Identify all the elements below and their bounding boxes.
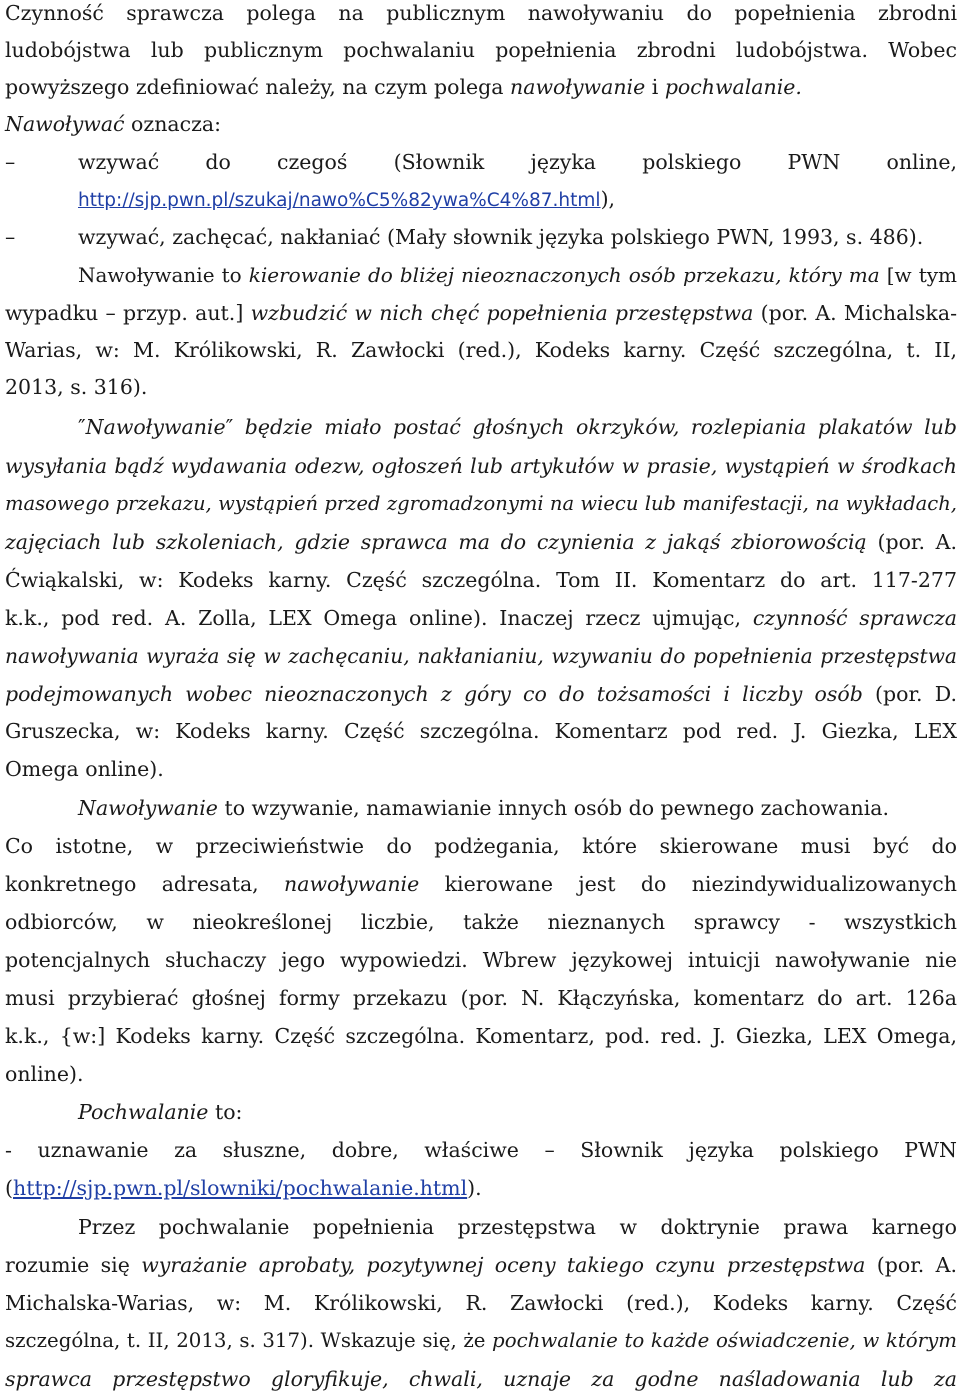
paragraph-line: wypadku – przyp. aut.] wzbudzić w nich chęć popełnienia przestępstwa (por. A. Michalska- [5, 301, 957, 325]
paragraph-line: musi przybierać głośnej formy przekazu (por. N. Kłączyńska, komentarz do art. 126a [5, 986, 957, 1010]
paragraph-line: Michalska-Warias, w: M. Królikowski, R. Zawłocki (red.), Kodeks karny. Część [5, 1291, 957, 1315]
list-dash: – [5, 150, 16, 174]
paragraph-line: k.k., {w:] Kodeks karny. Część szczególna. Komentarz, pod. red. J. Giezka, LEX Omega, [5, 1024, 957, 1048]
paragraph-line: ludobójstwa lub publicznym pochwalaniu popełnienia zbrodni ludobójstwa. Wobec [5, 38, 957, 62]
paragraph-line: rozumie się wyrażanie aprobaty, pozytywnej oceny takiego czynu przestępstwa (por. A. [5, 1253, 957, 1277]
paragraph-line: Warias, w: M. Królikowski, R. Zawłocki (red.), Kodeks karny. Część szczególna, t. II, [5, 338, 957, 362]
paragraph-line: Ćwiąkalski, w: Kodeks karny. Część szczególna. Tom II. Komentarz do art. 117-277 [5, 568, 957, 592]
list-item: wzywać, zachęcać, nakłaniać (Mały słownik języka polskiego PWN, 1993, s. 486). [78, 225, 924, 249]
paragraph-line: wysyłania bądź wydawania odezw, ogłoszeń lub artykułów w prasie, wystąpień w środkach [5, 454, 957, 478]
paragraph-line: Co istotne, w przeciwieństwie do podżegania, które skierowane musi być do [5, 834, 957, 858]
paragraph-line: Przez pochwalanie popełnienia przestępstwa w doktrynie prawa karnego [78, 1215, 957, 1239]
paragraph-line: Pochwalanie to: [78, 1100, 243, 1124]
paragraph-line: (http://sjp.pwn.pl/slowniki/pochwalanie.html). [5, 1176, 482, 1200]
paragraph-line: zajęciach lub szkoleniach, gdzie sprawca ma do czynienia z jakąś zbiorowością (por. A. [5, 530, 957, 554]
paragraph-line: podejmowanych wobec nieoznaczonych z góry co do tożsamości i liczby osób (por. D. [5, 682, 958, 706]
paragraph-line: powyższego zdefiniować należy, na czym polega nawoływanie i pochwalanie. [5, 75, 802, 99]
paragraph-line: Gruszecka, w: Kodeks karny. Część szczególna. Komentarz pod red. J. Giezka, LEX [5, 719, 957, 743]
paragraph-line: Czynność sprawcza polega na publicznym nawoływaniu do popełnienia zbrodni [5, 1, 957, 25]
paragraph-line: - uznawanie za słuszne, dobre, właściwe – Słownik języka polskiego PWN [5, 1138, 957, 1162]
paragraph-line: odbiorców, w nieokreślonej liczbie, także nieznanych sprawcy - wszystkich [5, 910, 957, 934]
paragraph-line: k.k., pod red. A. Zolla, LEX Omega online). Inaczej rzecz ujmując, czynność sprawcza [5, 606, 957, 630]
paragraph-line: nawoływania wyraża się w zachęcaniu, nakłanianiu, wzywaniu do popełnienia przestępstwa [5, 644, 957, 668]
paragraph-line: ″Nawoływanie″ będzie miało postać głośnych okrzyków, rozlepiania plakatów lub [78, 415, 957, 439]
paragraph-line: 2013, s. 316). [5, 375, 148, 399]
paragraph-line: Nawoływać oznacza: [5, 112, 222, 136]
paragraph-line: Omega online). [5, 757, 164, 781]
paragraph-line: Nawoływanie to kierowanie do bliżej nieoznaczonych osób przekazu, który ma [w tym [78, 263, 958, 287]
pochwalanie-link[interactable]: http://sjp.pwn.pl/slowniki/pochwalanie.html [13, 1176, 468, 1200]
list-item-continuation: http://sjp.pwn.pl/szukaj/nawo%C5%82ywa%C4%87.html), [78, 187, 616, 211]
pwn-link[interactable]: http://sjp.pwn.pl/szukaj/nawo%C5%82ywa%C4%87.html [78, 190, 601, 211]
paragraph-line: masowego przekazu, wystąpień przed zgromadzonymi na wiecu lub manifestacji, na wykładach, [5, 492, 957, 515]
paragraph-line: szczególna, t. II, 2013, s. 317). Wskazuje się, że pochwalanie to każde oświadczenie, w którym [5, 1329, 957, 1352]
paragraph-line: sprawca przestępstwo gloryfikuje, chwali, uznaje za godne naśladowania lub za [5, 1367, 957, 1391]
list-item: wzywać do czegoś (Słownik języka polskiego PWN online, [78, 150, 957, 174]
paragraph-line: potencjalnych słuchaczy jego wypowiedzi. Wbrew językowej intuicji nawoływanie nie [5, 948, 957, 972]
paragraph-line: konkretnego adresata, nawoływanie kierowane jest do niezindywidualizowanych [5, 872, 957, 896]
paragraph-line: online). [5, 1062, 84, 1086]
list-dash: – [5, 225, 16, 249]
paragraph-line: Nawoływanie to wzywanie, namawianie innych osób do pewnego zachowania. [78, 796, 889, 820]
